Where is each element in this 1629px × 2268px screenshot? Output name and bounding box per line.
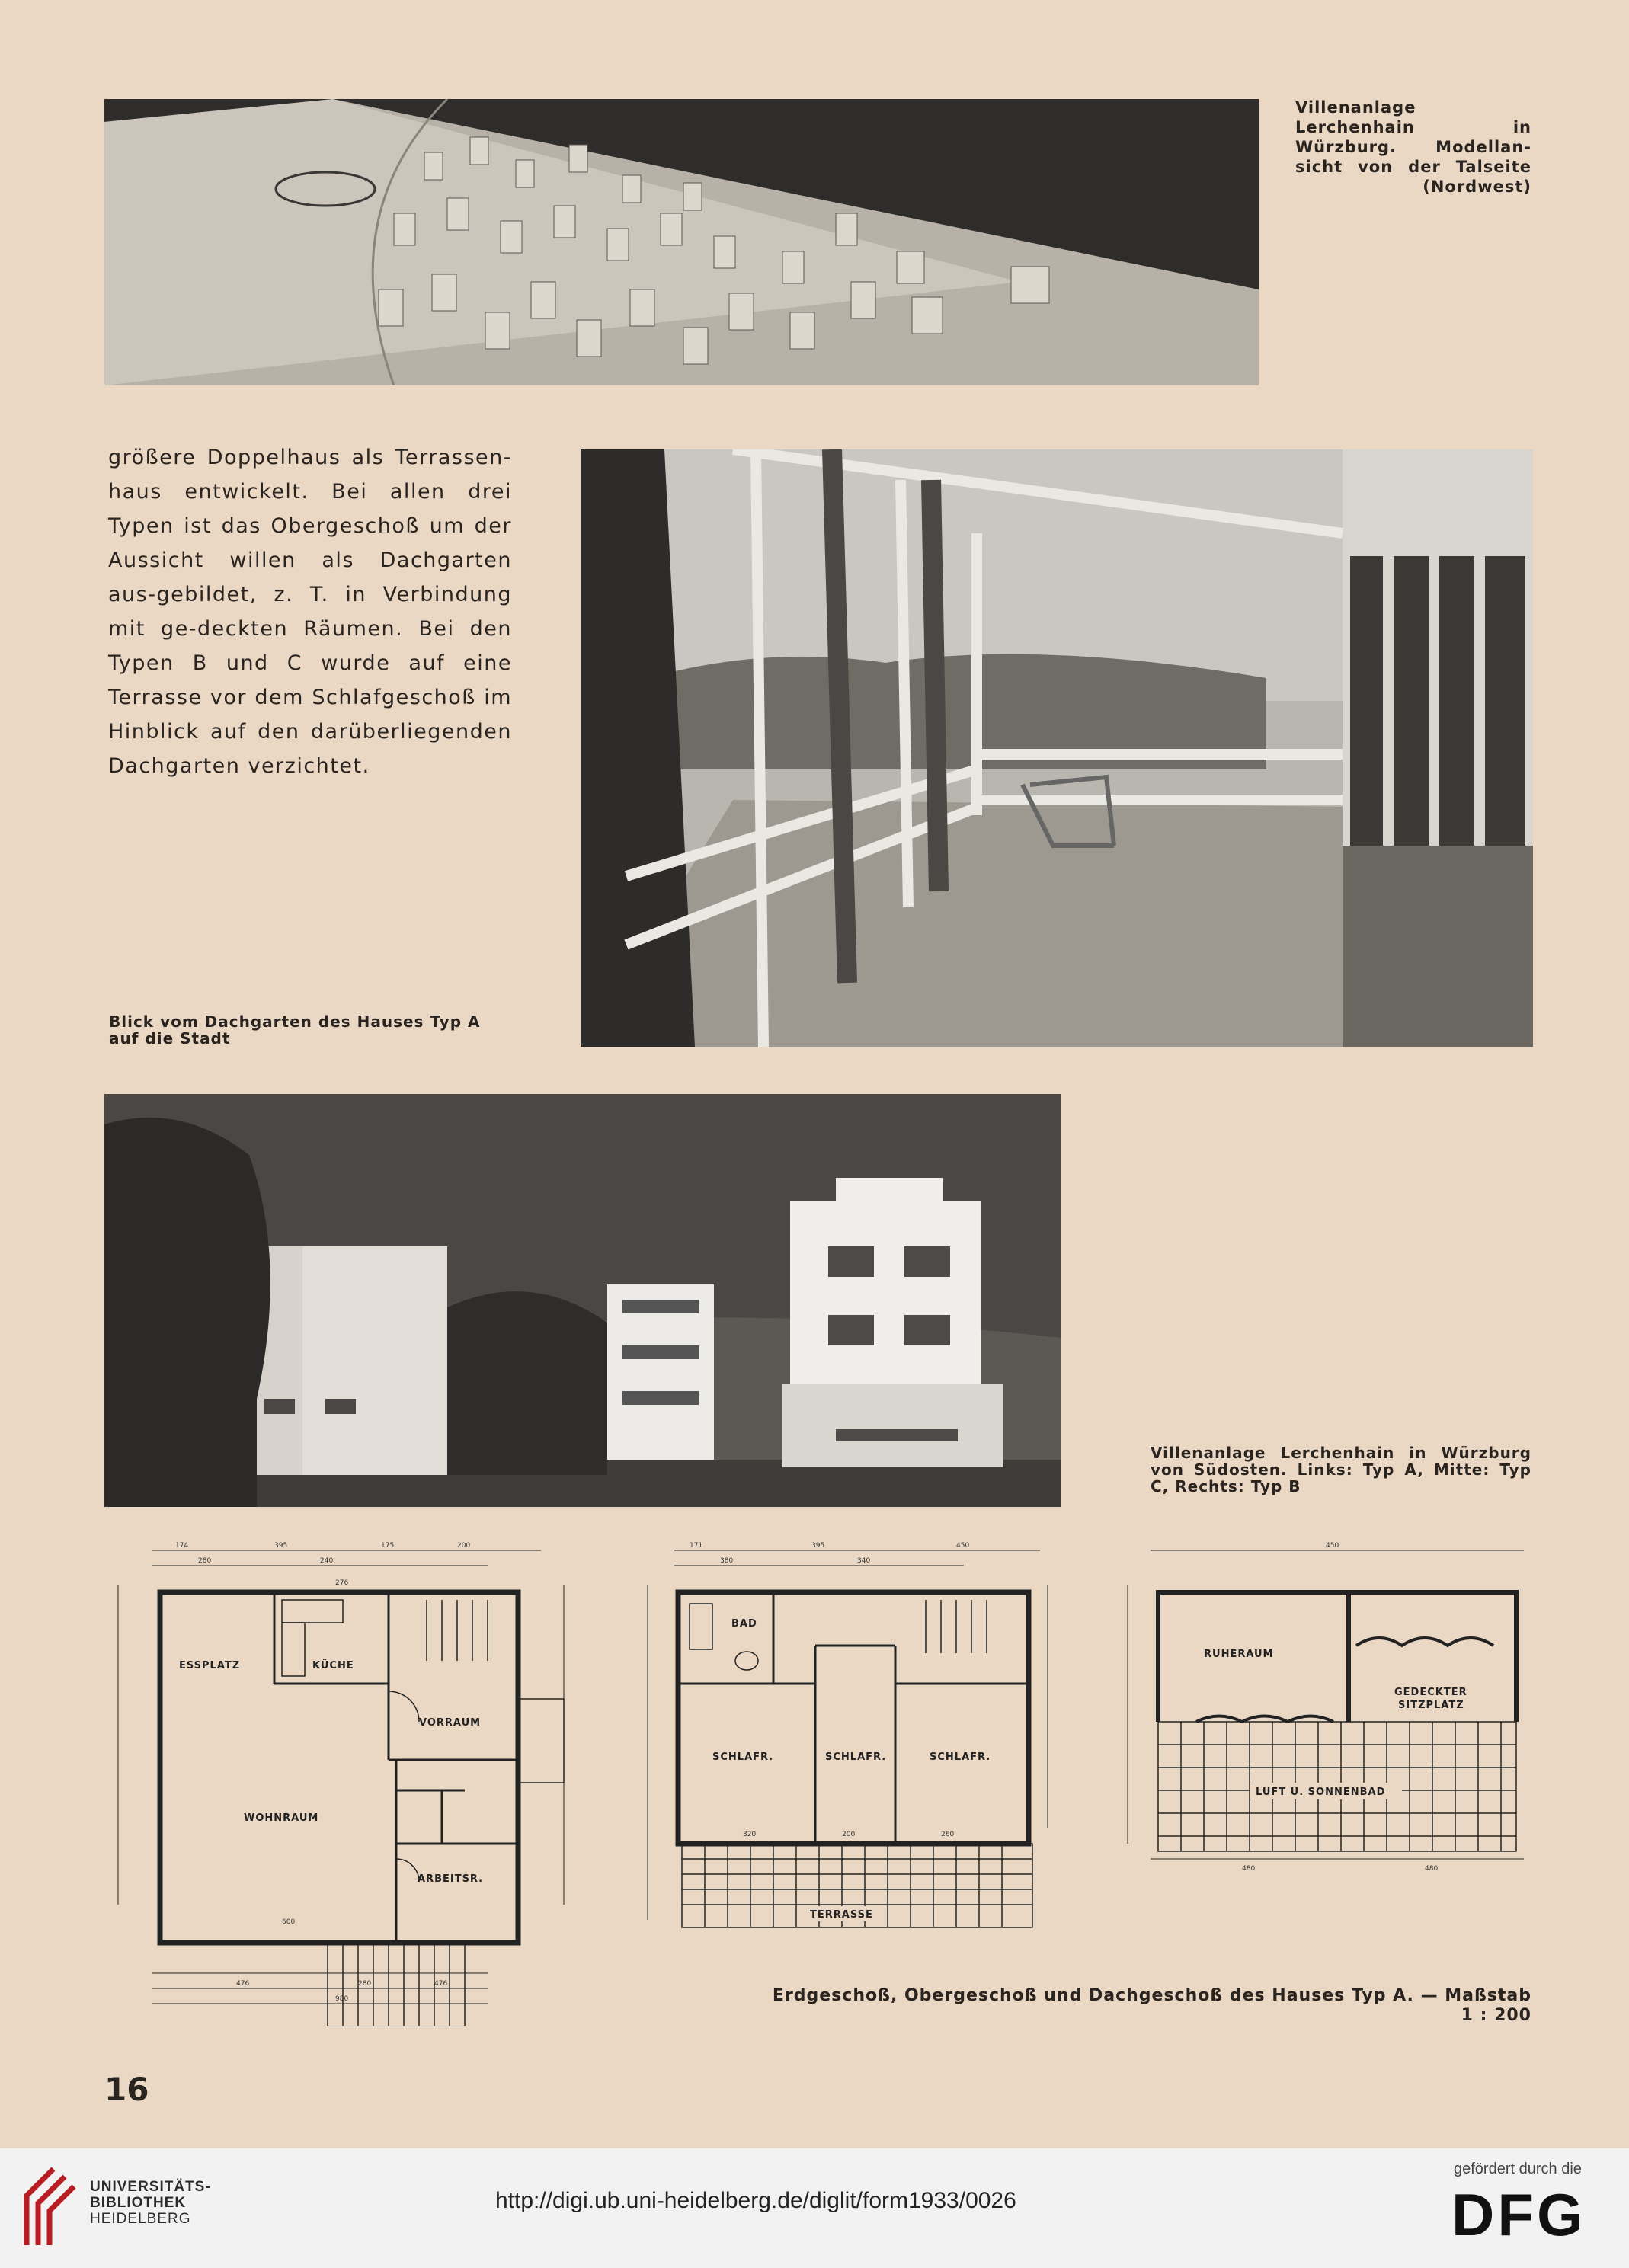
svg-text:260: 260 <box>941 1831 955 1838</box>
room-label-essplatz: ESSPLATZ <box>179 1660 241 1671</box>
body-text: größere Doppelhaus als Terrassen-haus entwickelt. Bei allen drei Typen ist das Obergeschoß um der Aussicht willen als Dachgarten aus-gebildet, z. T. in Verbindung mit ge-deckten Räumen. Bei den Typen B und C wurde auf eine Terrasse vor dem Schlafgeschoß im Hinblick auf den darüberliegenden Dachgarten verzichtet. <box>108 446 512 778</box>
plans-caption: Erdgeschoß, Obergeschoß und Dachgeschoß des Hauses Typ A. — Maßstab 1 : 200 <box>772 1986 1531 2025</box>
library-line-2: BIBLIOTHEK <box>90 2195 187 2211</box>
svg-text:174: 174 <box>175 1542 189 1550</box>
room-label-schlafr-2: SCHLAFR. <box>825 1751 887 1763</box>
body-paragraph <box>108 440 512 783</box>
source-url-link[interactable]: http://digi.ub.uni-heidelberg.de/diglit/form1933/0026 <box>495 2188 1016 2213</box>
svg-text:395: 395 <box>274 1542 288 1550</box>
library-line-1: UNIVERSITÄTS- <box>90 2179 211 2195</box>
svg-text:175: 175 <box>381 1542 395 1550</box>
svg-text:200: 200 <box>842 1831 856 1838</box>
room-label-arbeitsr: ARBEITSR. <box>418 1873 484 1885</box>
roof-garden-photo <box>581 449 1533 1047</box>
digitization-footer <box>0 2148 1629 2268</box>
room-label-bad: BAD <box>731 1618 757 1630</box>
svg-text:280: 280 <box>358 1980 372 1988</box>
room-label-wohnraum: WOHNRAUM <box>244 1812 319 1824</box>
library-name <box>90 2179 211 2227</box>
roof-floor-plan <box>1120 1539 1539 1882</box>
room-label-terrasse: TERRASSE <box>810 1909 873 1921</box>
ground-floor-plan <box>107 1539 594 2026</box>
library-line-3: HEIDELBERG <box>90 2211 191 2227</box>
svg-text:340: 340 <box>857 1557 871 1565</box>
svg-text:320: 320 <box>743 1831 757 1838</box>
room-label-ruheraum: RUHERAUM <box>1204 1649 1274 1660</box>
room-label-gedeckter-sitzplatz-2: SITZPLATZ <box>1398 1700 1464 1711</box>
svg-text:200: 200 <box>457 1542 471 1550</box>
svg-text:480: 480 <box>1242 1865 1256 1873</box>
svg-text:980: 980 <box>335 1995 349 2003</box>
svg-text:476: 476 <box>236 1980 250 1988</box>
southeast-photo <box>104 1094 1061 1507</box>
room-label-gedeckter-sitzplatz: GEDECKTER <box>1394 1687 1467 1698</box>
southeast-caption: Villenanlage Lerchenhain in Würzburg von Südosten. Links: Typ A, Mitte: Typ C, Rechts: Typ B <box>1151 1444 1531 1495</box>
svg-text:380: 380 <box>720 1557 734 1565</box>
room-label-vorraum: VORRAUM <box>419 1717 482 1729</box>
dfg-logo: DFG <box>1451 2181 1586 2248</box>
library-logo-icon <box>19 2165 76 2249</box>
svg-text:280: 280 <box>198 1557 212 1565</box>
svg-text:276: 276 <box>335 1579 349 1587</box>
funder-label: gefördert durch die <box>1454 2161 1582 2177</box>
room-label-schlafr-3: SCHLAFR. <box>930 1751 991 1763</box>
svg-text:171: 171 <box>690 1542 703 1550</box>
svg-text:450: 450 <box>956 1542 970 1550</box>
svg-text:476: 476 <box>434 1980 448 1988</box>
room-label-schlafr-1: SCHLAFR. <box>712 1751 774 1763</box>
svg-text:450: 450 <box>1326 1542 1339 1550</box>
svg-text:480: 480 <box>1425 1865 1439 1873</box>
svg-text:240: 240 <box>320 1557 334 1565</box>
upper-floor-plan <box>636 1539 1063 1935</box>
model-caption: Villenanlage Lerchenhain in Würzburg. Modellan-sicht von der Talseite (Nordwest) <box>1295 98 1531 196</box>
roof-garden-caption: Blick vom Dachgarten des Hauses Typ A auf die Stadt <box>109 1012 481 1048</box>
room-label-kueche: KÜCHE <box>312 1660 354 1671</box>
model-photo <box>104 99 1259 385</box>
page-number: 16 <box>104 2071 149 2108</box>
room-label-luft-sonnenbad: LUFT U. SONNENBAD <box>1256 1787 1386 1798</box>
svg-text:600: 600 <box>282 1918 296 1926</box>
svg-text:395: 395 <box>811 1542 825 1550</box>
